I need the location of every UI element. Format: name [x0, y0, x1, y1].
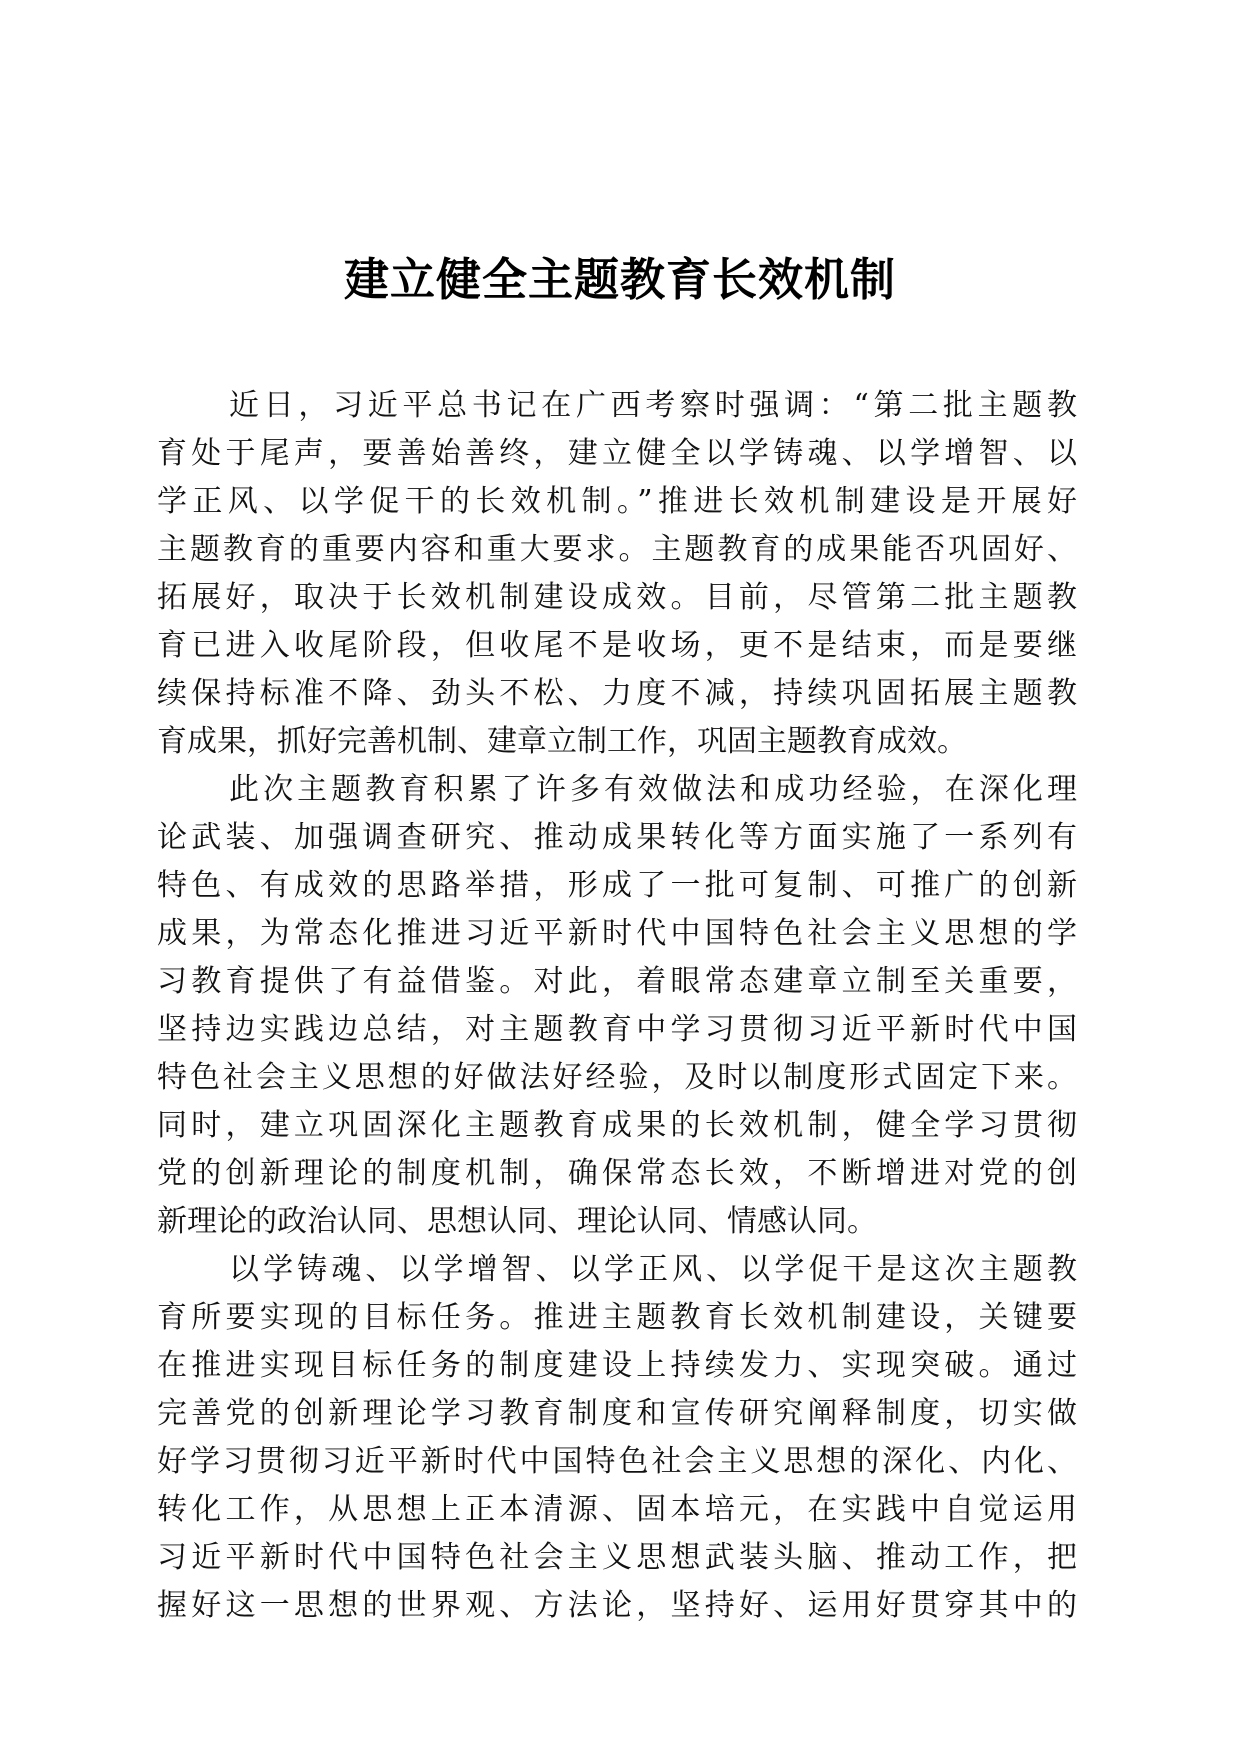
text-line: 论武装、加强调查研究、推动成果转化等方面实施了一系列有: [157, 820, 1077, 855]
text-line: 同时，建立巩固深化主题教育成果的长效机制，健全学习贯彻: [157, 1108, 1077, 1143]
text-line: 坚持边实践边总结，对主题教育中学习贯彻习近平新时代中国: [157, 1012, 1077, 1047]
text-line: 新理论的政治认同、思想认同、理论认同、情感认同。: [157, 1204, 877, 1239]
text-line: 党的创新理论的制度机制，确保常态长效，不断增进对党的创: [157, 1156, 1077, 1191]
document-body: [157, 382, 1077, 1630]
paragraph-2: [157, 766, 1077, 1246]
text-line: 育处于尾声，要善始善终，建立健全以学铸魂、以学增智、以: [157, 436, 1077, 471]
text-line: 拓展好，取决于长效机制建设成效。目前，尽管第二批主题教: [157, 580, 1077, 615]
text-line: 育已进入收尾阶段，但收尾不是收场，更不是结束，而是要继: [157, 628, 1077, 663]
text-line: 习教育提供了有益借鉴。对此，着眼常态建章立制至关重要，: [157, 964, 1077, 999]
text-line: 转化工作，从思想上正本清源、固本培元，在实践中自觉运用: [157, 1492, 1077, 1527]
paragraph-3: [157, 1246, 1077, 1630]
text-line: 以学铸魂、以学增智、以学正风、以学促干是这次主题教: [229, 1252, 1077, 1287]
text-line: 育所要实现的目标任务。推进主题教育长效机制建设，关键要: [157, 1300, 1077, 1335]
text-line: 近日，习近平总书记在广西考察时强调：“第二批主题教: [229, 388, 1077, 423]
text-line: 习近平新时代中国特色社会主义思想武装头脑、推动工作，把: [157, 1540, 1077, 1575]
text-line: 完善党的创新理论学习教育制度和宣传研究阐释制度，切实做: [157, 1396, 1077, 1431]
text-line: 握好这一思想的世界观、方法论，坚持好、运用好贯穿其中的: [157, 1588, 1077, 1623]
text-line: 成果，为常态化推进习近平新时代中国特色社会主义思想的学: [157, 916, 1077, 951]
text-line: 特色社会主义思想的好做法好经验，及时以制度形式固定下来。: [157, 1060, 1077, 1095]
paragraph-1: [157, 382, 1077, 766]
text-line: 主题教育的重要内容和重大要求。主题教育的成果能否巩固好、: [157, 532, 1077, 567]
text-line: 学正风、以学促干的长效机制。”推进长效机制建设是开展好: [157, 484, 1077, 519]
text-line: 育成果，抓好完善机制、建章立制工作，巩固主题教育成效。: [157, 724, 967, 759]
document-title: 建立健全主题教育长效机制: [343, 253, 896, 306]
text-line: 此次主题教育积累了许多有效做法和成功经验，在深化理: [229, 772, 1077, 807]
text-line: 好学习贯彻习近平新时代中国特色社会主义思想的深化、内化、: [157, 1444, 1077, 1479]
text-line: 续保持标准不降、劲头不松、力度不减，持续巩固拓展主题教: [157, 676, 1077, 711]
text-line: 特色、有成效的思路举措，形成了一批可复制、可推广的创新: [157, 868, 1077, 903]
text-line: 在推进实现目标任务的制度建设上持续发力、实现突破。通过: [157, 1348, 1077, 1383]
